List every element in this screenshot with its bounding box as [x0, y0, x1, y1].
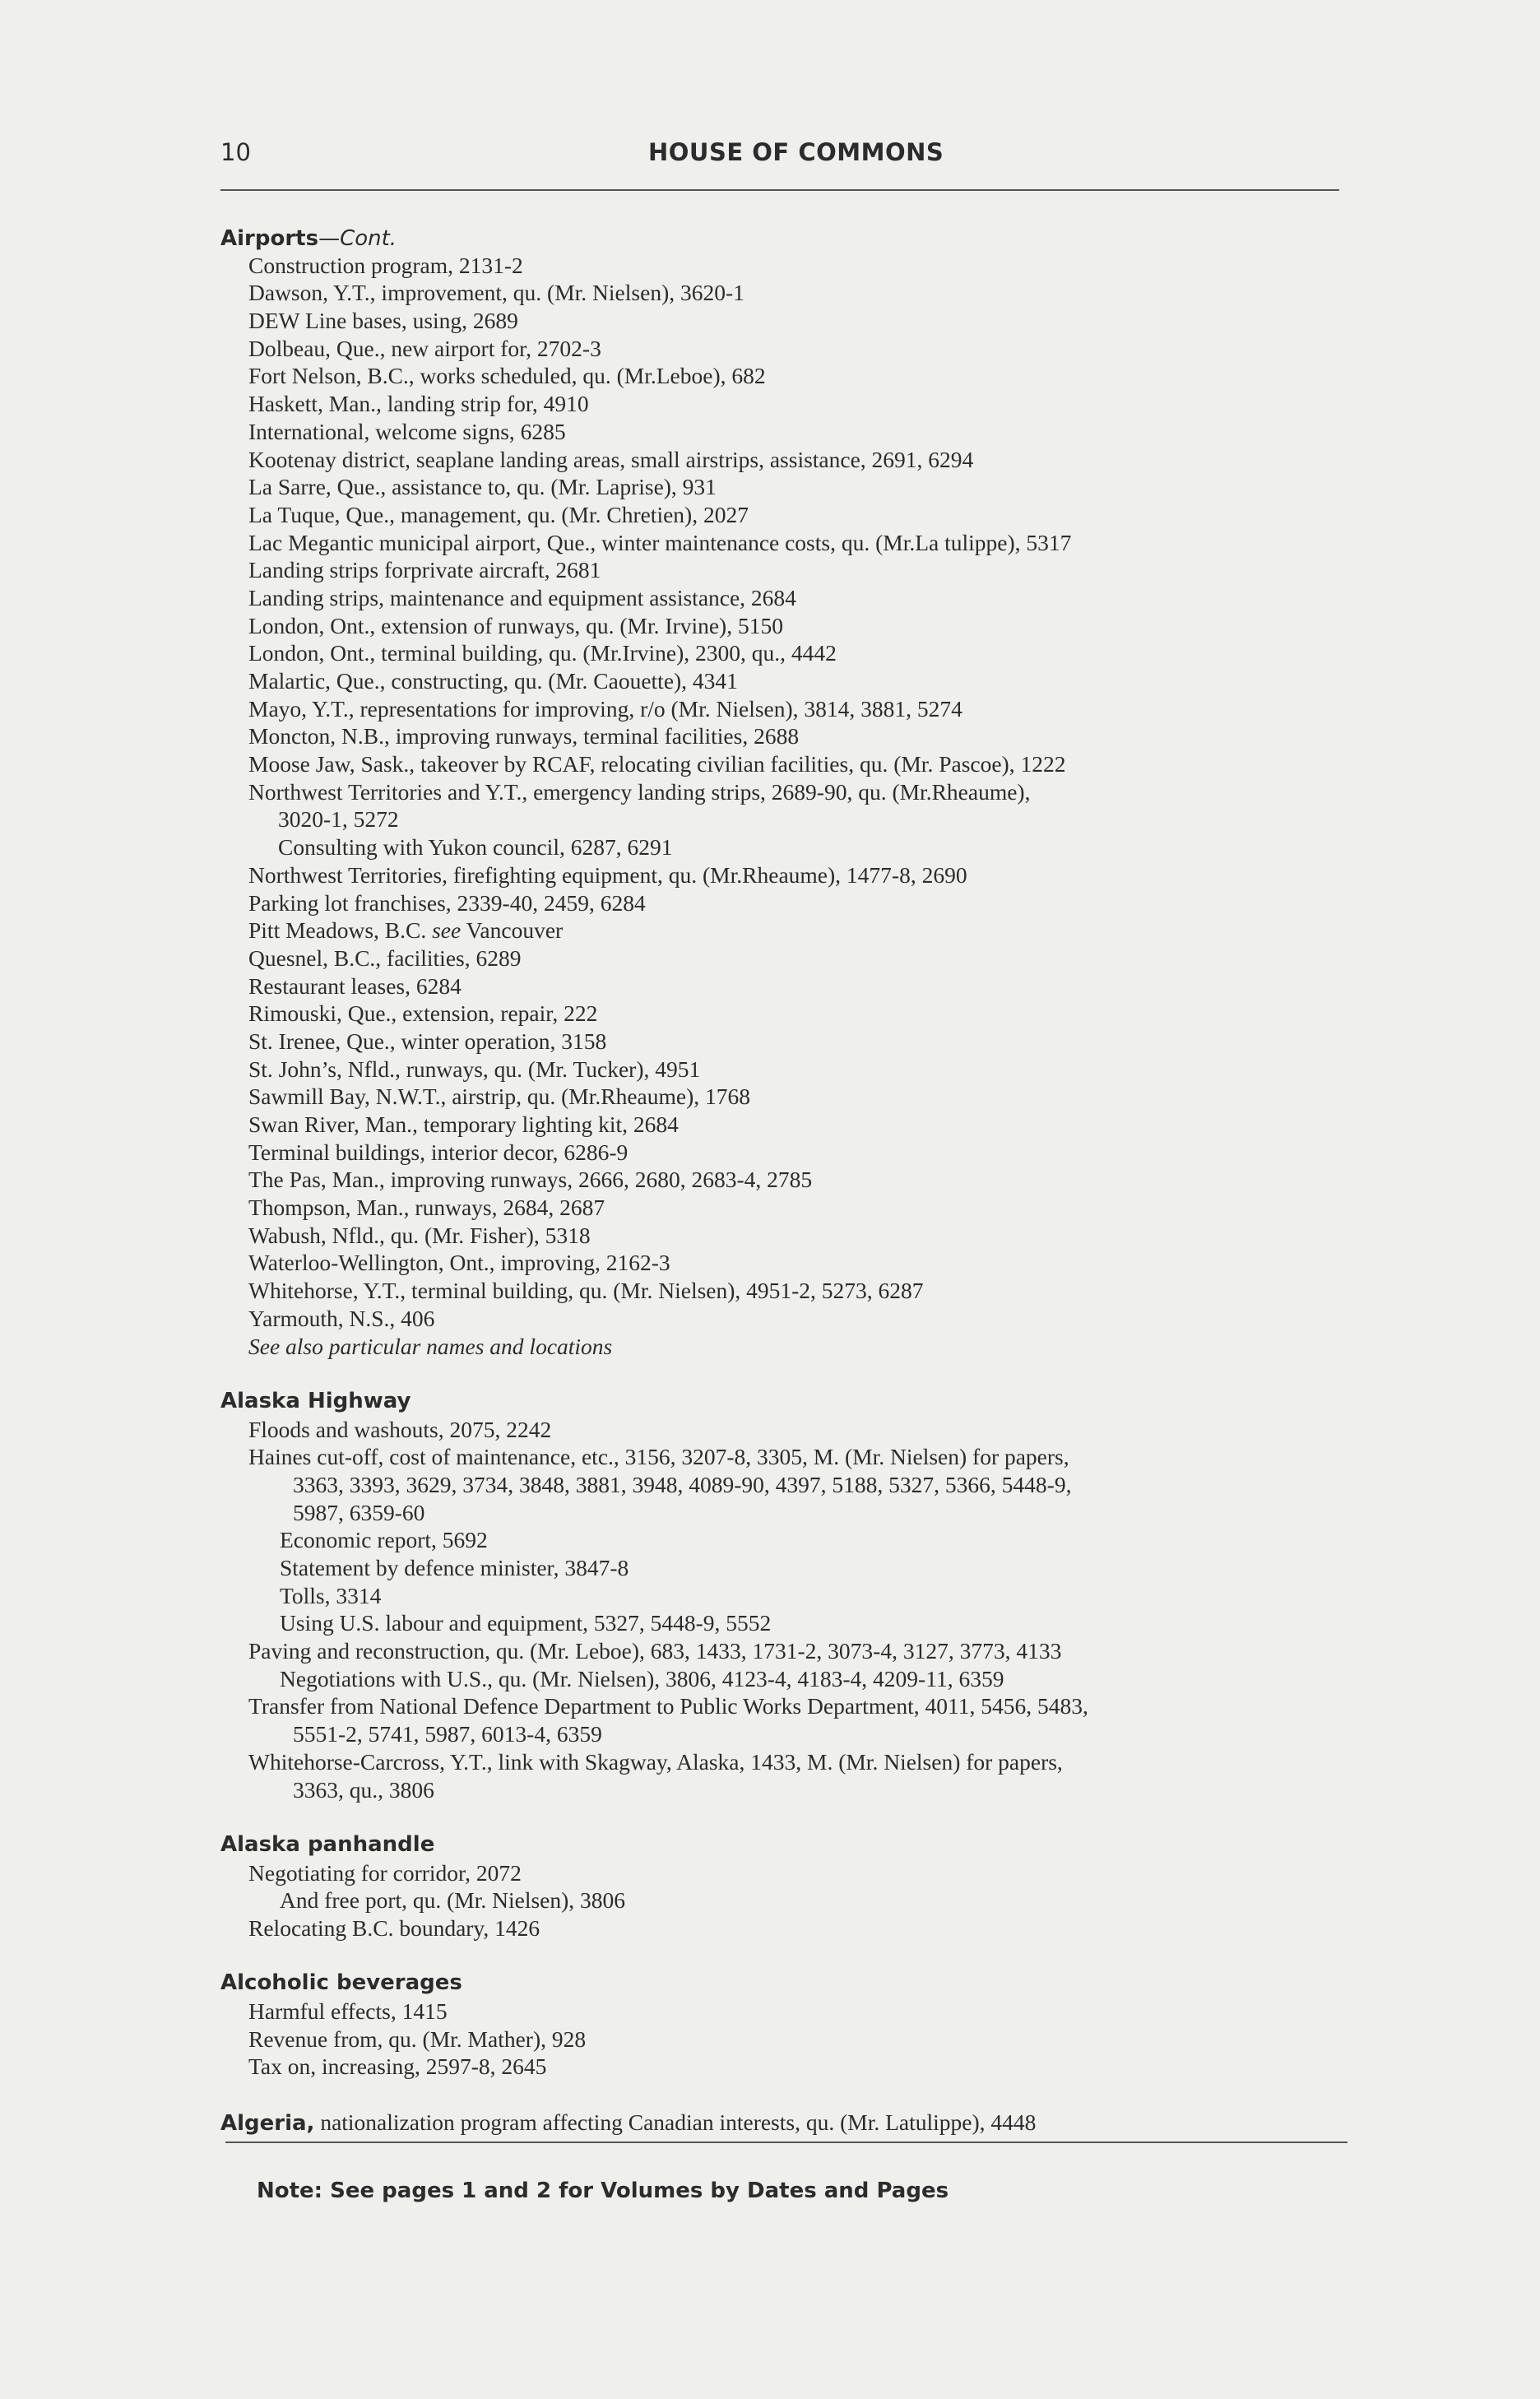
- index-entry-continuation: 3363, qu., 3806: [293, 1776, 434, 1803]
- index-entry: St. Irenee, Que., winter operation, 3158: [248, 1028, 607, 1054]
- index-entry: Mayo, Y.T., representations for improving, r/o (Mr. Nielsen), 3814, 3881, 5274: [248, 695, 962, 722]
- index-entry: International, welcome signs, 6285: [248, 418, 566, 444]
- index-body: [220, 224, 1372, 2136]
- index-entry: Waterloo-Wellington, Ont., improving, 2162-3: [248, 1250, 670, 1276]
- section-heading-airports: Airports—Cont.: [220, 226, 397, 251]
- index-entry: DEW Line bases, using, 2689: [248, 308, 518, 334]
- index-entry-continuation: 5987, 6359-60: [293, 1499, 425, 1525]
- index-entry-continuation: 5551-2, 5741, 5987, 6013-4, 6359: [293, 1721, 602, 1747]
- index-subentry: Statement by defence minister, 3847-8: [280, 1555, 629, 1580]
- index-subentry: Consulting with Yukon council, 6287, 6291: [278, 834, 673, 861]
- section-heading-alaska-panhandle: Alaska panhandle: [220, 1831, 435, 1857]
- index-entry: Floods and washouts, 2075, 2242: [248, 1416, 552, 1442]
- index-entry: Moncton, N.B., improving runways, terminal facilities, 2688: [248, 723, 800, 749]
- section-heading-algeria: Algeria,: [220, 2110, 315, 2136]
- index-entry: Revenue from, qu. (Mr. Mather), 928: [248, 2025, 587, 2052]
- index-entry: Northwest Territories, firefighting equipment, qu. (Mr.Rheaume), 1477-8, 2690: [248, 861, 967, 888]
- page-number: 10: [220, 138, 251, 166]
- index-entry: Lac Megantic municipal airport, Que., winter maintenance costs, qu. (Mr.La tulippe), 5317: [248, 529, 1072, 555]
- index-entry: Dolbeau, Que., new airport for, 2702-3: [248, 335, 601, 361]
- section-heading-alcoholic-beverages: Alcoholic beverages: [220, 1970, 462, 1996]
- index-entry-continuation: 3020-1, 5272: [278, 806, 399, 833]
- header-rule: [220, 189, 1339, 191]
- index-entry: Whitehorse-Carcross, Y.T., link with Skagway, Alaska, 1433, M. (Mr. Nielsen) for papers,: [248, 1748, 1063, 1775]
- index-entry: Yarmouth, N.S., 406: [248, 1305, 435, 1331]
- index-subentry: Economic report, 5692: [280, 1527, 488, 1553]
- index-entry: London, Ont., terminal building, qu. (Mr.Irvine), 2300, qu., 4442: [248, 640, 837, 666]
- index-entry: Dawson, Y.T., improvement, qu. (Mr. Nielsen), 3620-1: [248, 280, 744, 306]
- index-entry-algeria: Algeria, nationalization program affecting Canadian interests, qu. (Mr. Latulippe), 4448: [220, 2109, 1037, 2136]
- index-entry: Sawmill Bay, N.W.T., airstrip, qu. (Mr.Rheaume), 1768: [248, 1083, 751, 1110]
- index-entry: Whitehorse, Y.T., terminal building, qu. (Mr. Nielsen), 4951-2, 5273, 6287: [248, 1278, 924, 1304]
- section-heading-alaska-highway: Alaska Highway: [220, 1388, 411, 1413]
- see-also-note: See also particular names and locations: [248, 1333, 613, 1359]
- index-entry: Kootenay district, seaplane landing areas, small airstrips, assistance, 2691, 6294: [248, 446, 974, 472]
- index-entry: London, Ont., extension of runways, qu. (Mr. Irvine), 5150: [248, 612, 783, 638]
- index-subentry: Tolls, 3314: [280, 1582, 382, 1608]
- index-entry: Tax on, increasing, 2597-8, 2645: [248, 2053, 547, 2080]
- index-entry: Restaurant leases, 6284: [248, 972, 462, 999]
- index-entry: Haines cut-off, cost of maintenance, etc., 3156, 3207-8, 3305, M. (Mr. Nielsen) for papers,: [248, 1444, 1069, 1470]
- index-entry: La Sarre, Que., assistance to, qu. (Mr. Laprise), 931: [248, 474, 717, 500]
- footer-rule: [225, 2141, 1348, 2143]
- index-subentry: Using U.S. labour and equipment, 5327, 5448-9, 5552: [280, 1610, 772, 1636]
- index-entry: Swan River, Man., temporary lighting kit, 2684: [248, 1111, 679, 1137]
- index-entry: Quesnel, B.C., facilities, 6289: [248, 944, 522, 971]
- index-entry: St. John’s, Nfld., runways, qu. (Mr. Tucker), 4951: [248, 1056, 701, 1082]
- index-entry: Malartic, Que., constructing, qu. (Mr. Caouette), 4341: [248, 668, 738, 694]
- index-entry: Parking lot franchises, 2339-40, 2459, 6284: [248, 889, 646, 916]
- index-entry: La Tuque, Que., management, qu. (Mr. Chretien), 2027: [248, 501, 749, 527]
- page-header: [220, 138, 1339, 171]
- index-entry: Transfer from National Defence Department to Public Works Department, 4011, 5456, 5483,: [248, 1693, 1088, 1719]
- index-entry: Fort Nelson, B.C., works scheduled, qu. (Mr.Leboe), 682: [248, 363, 766, 389]
- index-entry: Landing strips, maintenance and equipment assistance, 2684: [248, 584, 796, 610]
- footer-note: Note: See pages 1 and 2 for Volumes by Dates and Pages: [257, 2179, 949, 2203]
- index-entry: The Pas, Man., improving runways, 2666, 2680, 2683-4, 2785: [248, 1167, 813, 1193]
- running-title: HOUSE OF COMMONS: [648, 138, 944, 166]
- index-entry: Wabush, Nfld., qu. (Mr. Fisher), 5318: [248, 1222, 591, 1248]
- index-subentry: Negotiations with U.S., qu. (Mr. Nielsen), 3806, 4123-4, 4183-4, 4209-11, 6359: [280, 1665, 1004, 1691]
- index-entry: Landing strips forprivate aircraft, 2681: [248, 557, 601, 583]
- index-entry: Rimouski, Que., extension, repair, 222: [248, 1000, 598, 1027]
- index-entry: Harmful effects, 1415: [248, 1998, 448, 2024]
- index-entry: Thompson, Man., runways, 2684, 2687: [248, 1195, 605, 1221]
- index-entry: Negotiating for corridor, 2072: [248, 1859, 522, 1886]
- index-entry: Paving and reconstruction, qu. (Mr. Leboe), 683, 1433, 1731-2, 3073-4, 3127, 3773, 4133: [248, 1638, 1062, 1664]
- index-entry-continuation: 3363, 3393, 3629, 3734, 3848, 3881, 3948, 4089-90, 4397, 5188, 5327, 5366, 5448-9,: [293, 1471, 1072, 1497]
- index-entry: Terminal buildings, interior decor, 6286-9: [248, 1139, 629, 1165]
- index-entry: Haskett, Man., landing strip for, 4910: [248, 391, 589, 417]
- index-entry-cross-reference: Pitt Meadows, B.C. see Vancouver: [248, 917, 564, 944]
- index-entry: Northwest Territories and Y.T., emergency landing strips, 2689-90, qu. (Mr.Rheaume),: [248, 778, 1031, 805]
- index-entry: Construction program, 2131-2: [248, 252, 523, 278]
- index-entry: Moose Jaw, Sask., takeover by RCAF, relocating civilian facilities, qu. (Mr. Pascoe), 1222: [248, 751, 1066, 777]
- index-subentry: And free port, qu. (Mr. Nielsen), 3806: [280, 1887, 626, 1914]
- index-entry: Relocating B.C. boundary, 1426: [248, 1914, 540, 1941]
